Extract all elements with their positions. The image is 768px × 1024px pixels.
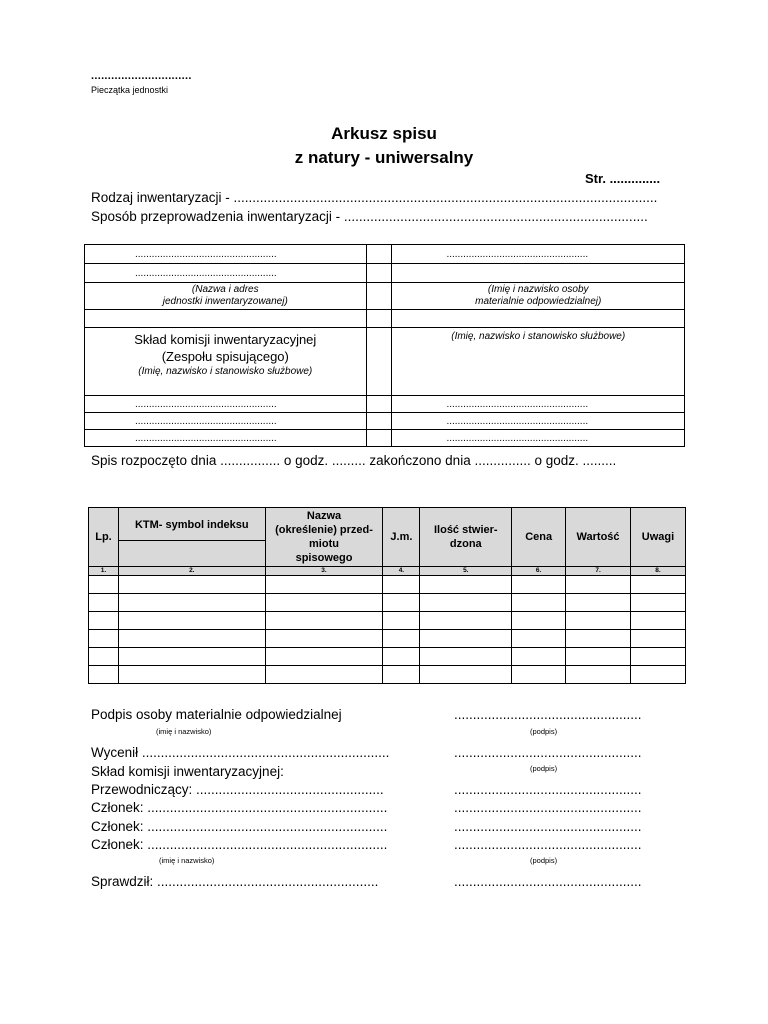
commission-right-caption: (Imię, nazwisko i stanowisko służbowe) [451, 331, 626, 342]
header-quantity: Ilość stwier- dzona [420, 508, 512, 567]
header-value: Wartość [566, 508, 631, 567]
column-number: 5. [420, 567, 512, 576]
spacer-cell [366, 283, 392, 310]
responsible-signature-dots: .................................................. [454, 707, 642, 722]
table-row [89, 612, 686, 630]
page-number-field: Str. .............. [585, 171, 661, 186]
signature-caption: (podpis) [530, 764, 558, 773]
spacer-cell [366, 430, 392, 447]
stamp-placeholder: .............................. [91, 70, 192, 82]
signature-caption: (podpis) [530, 727, 558, 736]
inventory-method-field: Sposób przeprowadzenia inwentaryzacji - ................................................................................. [91, 209, 648, 224]
spacer-cell [366, 264, 392, 283]
table-row [89, 594, 686, 612]
unit-commission-table [84, 244, 685, 447]
chair-signature-dots: .................................................. [454, 782, 642, 797]
responsible-person-label: Podpis osoby materialnie odpowiedzialnej [91, 707, 342, 722]
empty-cell [392, 264, 685, 283]
commission-position-dots: ................................................... [392, 430, 685, 447]
column-number: 7. [566, 567, 631, 576]
table-row [89, 630, 686, 648]
stamp-label: Pieczątka jednostki [91, 85, 169, 95]
title-line-1: Arkusz spisu [331, 124, 437, 143]
commission-right-caption-cell [392, 328, 685, 396]
valued-signature-dots: .................................................. [454, 745, 642, 760]
header-item-name: Nazwa (określenie) przed- miotu spisowego [265, 508, 383, 567]
person-name-dots: ................................................... [392, 245, 685, 264]
commission-member-dots: ................................................... [85, 396, 367, 413]
commission-caption: (Imię, nazwisko i stanowisko służbowe) [138, 366, 313, 377]
header-ktm: KTM- symbol indeksu [118, 508, 265, 541]
member-signature-dots: .................................................. [454, 837, 642, 852]
spacer-cell [366, 328, 392, 396]
column-number: 1. [89, 567, 119, 576]
commission-member-dots: ................................................... [85, 413, 367, 430]
checked-signature-dots: .................................................. [454, 874, 642, 889]
person-caption: (Imię i nazwisko osoby materialnie odpowiedzialnej) [392, 283, 685, 310]
header-price: Cena [512, 508, 566, 567]
member-field: Członek: ................................................................ [91, 819, 388, 834]
column-number: 8. [631, 567, 686, 576]
member-signature-dots: .................................................. [454, 819, 642, 834]
signature-caption: (podpis) [530, 856, 558, 865]
inventory-items-table [88, 507, 686, 684]
commission-heading-cell [85, 328, 367, 396]
commission-member-dots: ................................................... [85, 430, 367, 447]
column-number: 2. [118, 567, 265, 576]
unit-address-dots: ................................................... [85, 264, 367, 283]
header-ktm-sub [118, 541, 265, 567]
member-field: Członek: ................................................................ [91, 800, 388, 815]
unit-caption: (Nazwa i adres jednostki inwentaryzowanej) [85, 283, 367, 310]
spacer-cell [366, 245, 392, 264]
empty-cell [85, 310, 367, 328]
empty-cell [392, 310, 685, 328]
spacer-cell [366, 413, 392, 430]
spacer-cell [366, 310, 392, 328]
chair-field: Przewodniczący: .................................................. [91, 782, 384, 797]
member-field: Członek: ................................................................ [91, 837, 388, 852]
unit-name-dots: ................................................... [85, 245, 367, 264]
commission-position-dots: ................................................... [392, 396, 685, 413]
start-end-line: Spis rozpoczęto dnia ................ o godz. ......... zakończono dnia ............... o godz. ......... [91, 453, 617, 468]
valued-by-field: Wycenił .................................................................. [91, 745, 390, 760]
column-number: 6. [512, 567, 566, 576]
commission-label: Skład komisji inwentaryzacyjnej: [91, 764, 284, 779]
column-number: 4. [383, 567, 420, 576]
header-notes: Uwagi [631, 508, 686, 567]
name-caption: (imię i nazwisko) [156, 727, 212, 736]
header-lp: Lp. [89, 508, 119, 567]
checked-by-field: Sprawdził: ........................................................... [91, 874, 379, 889]
name-caption: (imię i nazwisko) [159, 856, 215, 865]
member-signature-dots: .................................................. [454, 800, 642, 815]
title-line-2: z natury - uniwersalny [294, 148, 474, 167]
spacer-cell [366, 396, 392, 413]
table-row [89, 576, 686, 594]
commission-position-dots: ................................................... [392, 413, 685, 430]
header-unit: J.m. [383, 508, 420, 567]
commission-subtitle: (Zespołu spisującego) [161, 349, 289, 364]
commission-title: Skład komisji inwentaryzacyjnej [134, 332, 317, 347]
table-row [89, 666, 686, 684]
table-row [89, 648, 686, 666]
inventory-type-field: Rodzaj inwentaryzacji - ................................................................................................................. [91, 190, 658, 205]
column-number: 3. [265, 567, 383, 576]
